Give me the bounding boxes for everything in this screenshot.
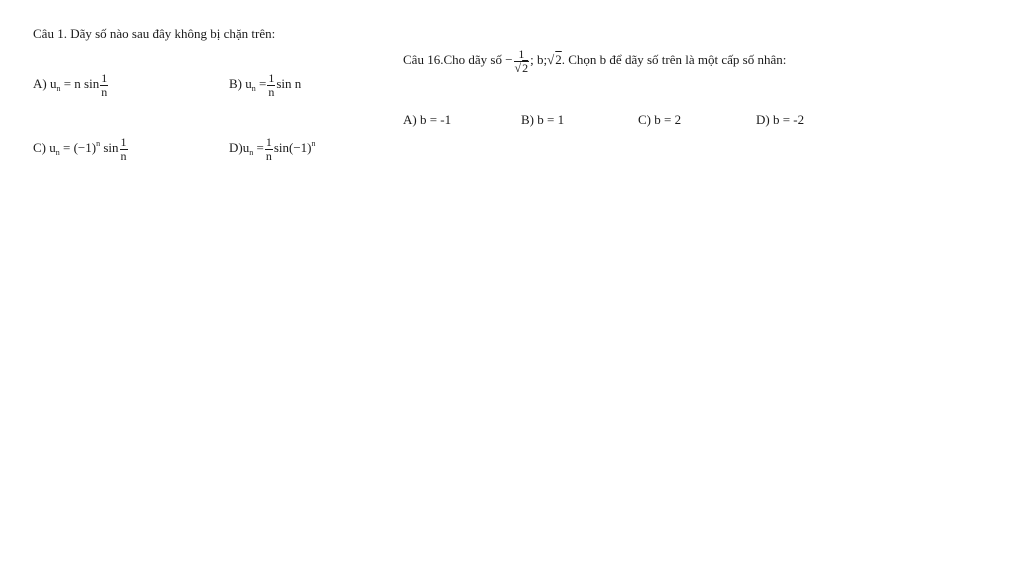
q1-title: Câu 1. Dãy số nào sau đây không bị chặn trên:	[33, 26, 276, 41]
sqrt-icon: √2	[514, 60, 529, 75]
q16-option-c: C) b = 2	[638, 112, 682, 127]
q16-option-d: D) b = -2	[756, 112, 805, 127]
q1-option-c: C) $u_n = (-1)^n$ sin $\frac{1}{n}$	[33, 135, 127, 163]
sqrt-icon: √2	[547, 52, 562, 68]
q16-title: Câu 16.Cho dãy số − $\frac{1}{√2}$ ; b;√2. Chọn b để dãy số trên là một cấp số nhân:	[403, 47, 787, 75]
q1-option-b: B) $u_n$ = $\frac{1}{n}$ sin n	[229, 71, 302, 99]
q16-option-a: A) b = -1	[403, 112, 452, 127]
q1-option-a: A) $u_n = n$ sin $\frac{1}{n}$	[33, 71, 108, 99]
q1-option-d: $D)u_n$ = $\frac{1}{n}$ $\sin(-1)^n$	[229, 135, 316, 163]
q16-option-b: B) b = 1	[521, 112, 565, 127]
